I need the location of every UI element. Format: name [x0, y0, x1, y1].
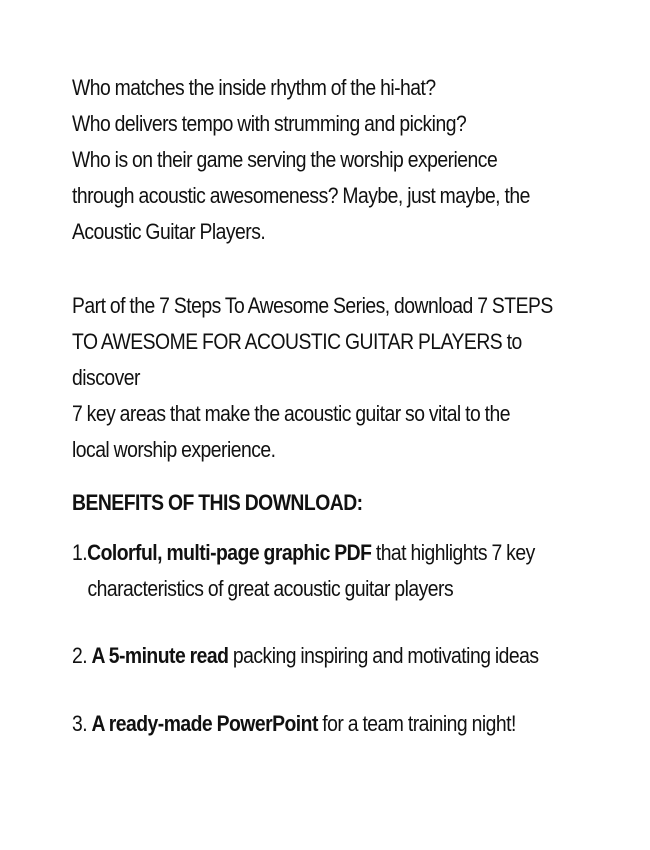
- intro-line: Who matches the inside rhythm of the hi-hat?: [72, 75, 436, 100]
- series-paragraph: [72, 288, 592, 485]
- benefit-continuation: characteristics of great acoustic guitar players: [87, 576, 454, 601]
- series-line: TO AWESOME FOR ACOUSTIC GUITAR PLAYERS to discover: [72, 329, 522, 390]
- benefits-heading: BENEFITS OF THIS DOWNLOAD:: [72, 490, 363, 515]
- intro-line: through acoustic awesomeness? Maybe, just maybe, the: [72, 183, 530, 208]
- benefit-item-1: [72, 535, 592, 638]
- benefit-number: 3.: [72, 711, 92, 736]
- benefit-text: for a team training night!: [317, 711, 516, 736]
- benefit-text: that highlights 7 key: [371, 540, 535, 565]
- intro-line: Who delivers tempo with strumming and picking?: [72, 111, 467, 136]
- benefit-bold-text: A 5-minute read: [91, 643, 229, 668]
- document-body: [72, 70, 592, 742]
- intro-paragraph: [72, 70, 592, 288]
- intro-line: Who is on their game serving the worship experience: [72, 147, 498, 172]
- series-line: Part of the 7 Steps To Awesome Series, download 7 STEPS: [72, 293, 553, 318]
- benefit-number: 2.: [72, 643, 92, 668]
- benefit-item-3: [72, 706, 592, 742]
- series-line: 7 key areas that make the acoustic guitar so vital to the: [72, 401, 511, 426]
- intro-line: Acoustic Guitar Players.: [72, 219, 266, 244]
- benefit-bold-text: Colorful, multi-page graphic PDF: [87, 540, 372, 565]
- benefit-bold-text: A ready-made PowerPoint: [91, 711, 318, 736]
- series-line: local worship experience.: [72, 437, 276, 462]
- benefit-text: packing inspiring and motivating ideas: [228, 643, 539, 668]
- benefit-number: 1.: [72, 540, 88, 565]
- benefit-item-2: [72, 638, 592, 706]
